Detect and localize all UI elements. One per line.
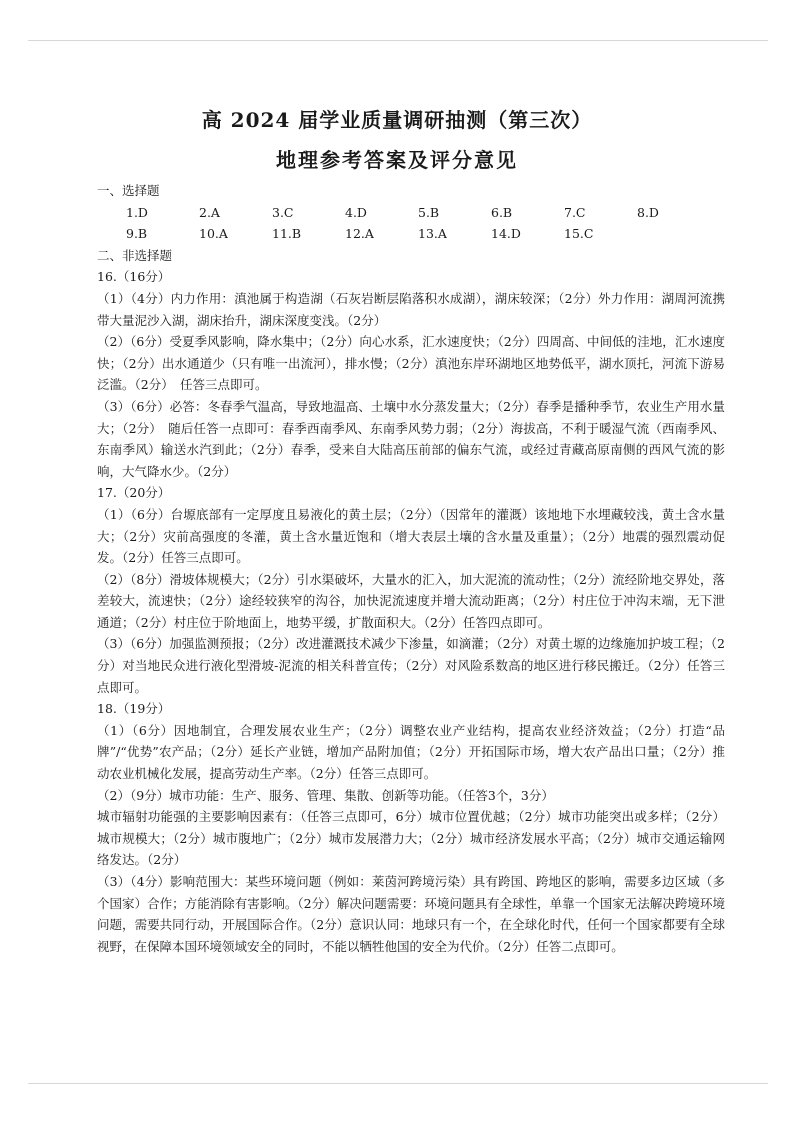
choice-answer: 3.C xyxy=(272,204,294,220)
choice-answer: 7.C xyxy=(564,204,586,220)
choice-answer: 11.B xyxy=(272,226,302,242)
question-18-part-2-functions: （2）（9分）城市功能：生产、服务、管理、集散、创新等功能。（任答3个，3分） xyxy=(97,787,554,803)
choice-answer: 15.C xyxy=(564,226,594,242)
document-subtitle: 地理参考答案及评分意见 xyxy=(276,148,518,172)
choice-answer: 12.A xyxy=(345,226,374,242)
question-17-part-2: （2）（8分）滑坡体规模大；（2分）引水渠破坏，大量水的汇入，加大泥流的流动性；（2分）流经阶地交界处，落差较大，流速快；（2分）途经较狭窄的沟谷，加快泥流速度并增大流动距离；（2分）村庄位于冲沟末端，无下泄通道；（2分）村庄位于阶地面上，地势平缓，扩散面积大。（2分）任答四点即可。 xyxy=(97,571,725,630)
choice-answer: 10.A xyxy=(199,226,228,242)
choice-answer: 13.A xyxy=(418,226,447,242)
choice-answers-row-2 xyxy=(97,223,725,245)
question-17-heading: 17.（20分） xyxy=(97,485,171,501)
question-18-part-3: （3）（4分）影响范围大：某些环境问题（例如：莱茵河跨境污染）具有跨国、跨地区的影响，需要多边区域（多个国家）合作；方能消除有害影响。（2分）解决问题需要：环境问题具有全球性，单靠一个国家无法解决跨境环境问题，需要共同行动，开展国际合作。（2分）意识认同：地球只有一个，在全球化时代，任何一个国家都要有全球视野，在保障本国环境领域安全的同时，不能以牺牲他国的安全为代价。（2分）任答二点即可。 xyxy=(97,874,725,954)
choice-answer: 14.D xyxy=(491,226,521,242)
top-border-line xyxy=(28,40,768,41)
choice-answer: 2.A xyxy=(199,204,220,220)
question-17-part-1: （1）（6分）台塬底部有一定厚度且易液化的黄土层；（2分）（因常年的灌溉）该地地下水埋藏较浅，黄土含水量大；（2分）灾前高强度的冬灌，黄土含水量近饱和（增大表层土壤的含水量及重量）；（2分）地震的强烈震动促发。（2分）任答三点即可。 xyxy=(97,506,725,566)
choice-answers-row-1 xyxy=(97,202,725,224)
section-heading-nonchoice: 二、非选择题 xyxy=(97,247,173,263)
question-17-part-3: （3）（6分）加强监测预报；（2分）改进灌溉技术减少下渗量，如滴灌；（2分）对黄土塬的边缘施加护坡工程；（2分）对当地民众进行液化型滑坡-泥流的相关科普宣传；（2分）对风险系数高的地区进行移民搬迁。（2分）任答三点即可。 xyxy=(97,636,725,695)
bottom-border-line xyxy=(28,1083,768,1084)
choice-answer: 6.B xyxy=(491,204,513,220)
question-16-part-3: （3）（6分）必答：冬春季气温高，导致地温高、土壤中水分蒸发量大；（2分）春季是播种季节，农业生产用水量大；（2分） 随后任答一点即可：春季西南季风、东南季风势力弱；（2分）海拔高，不利于暖湿气流（西南季风、东南季风）输送水汽到此；（2分）春季，受来自大陆高压前部的偏东气流，或经过青藏高原南侧的西风气流的影响，大气降水少。（2分） xyxy=(97,398,725,479)
question-18-heading: 18.（19分） xyxy=(97,701,171,717)
choice-answer: 8.D xyxy=(637,204,659,220)
question-16-part-1: （1）（4分）内力作用：滇池属于构造湖（石灰岩断层陷落积水成湖），湖床较深；（2分）外力作用：湖周河流携带大量泥沙入湖，湖床抬升，湖床深度变浅。（2分） xyxy=(97,290,725,328)
answer-content xyxy=(97,180,725,957)
choice-answer: 5.B xyxy=(418,204,440,220)
document-title: 高 2024 届学业质量调研抽测（第三次） xyxy=(201,108,593,132)
choice-answer: 4.D xyxy=(345,204,367,220)
question-18-part-2-factors: 城市辐射功能强的主要影响因素有：（任答三点即可，6分）城市位置优越；（2分）城市功能突出或多样；（2分）城市规模大；（2分）城市腹地广；（2分）城市发展潜力大；（2分）城市经济发展水平高；（2分）城市交通运输网络发达。（2分） xyxy=(97,809,725,868)
section-heading-choice: 一、选择题 xyxy=(97,183,160,198)
choice-answer: 9.B xyxy=(126,226,148,242)
question-16-heading: 16.（16分） xyxy=(97,269,171,285)
question-16-part-2: （2）（6分）受夏季风影响，降水集中；（2分）向心水系，汇水速度快；（2分）四周高、中间低的洼地，汇水速度快；（2分）出水通道少（只有唯一出流河），排水慢；（2分）滇池东岸环湖地区地势低平，湖水顶托，河流下游易泛滥。（2分） 任答三点即可。 xyxy=(97,334,725,393)
choice-answer: 1.D xyxy=(126,204,148,220)
question-18-part-1: （1）（6分）因地制宜，合理发展农业生产；（2分）调整农业产业结构，提高农业经济效益；（2分）打造“品牌”/“优势”农产品；（2分）延长产业链，增加产品附加值；（2分）开拓国际市场，增大农产品出口量；（2分）推动农业机械化发展，提高劳动生产率。（2分）任答三点即可。 xyxy=(97,722,725,782)
